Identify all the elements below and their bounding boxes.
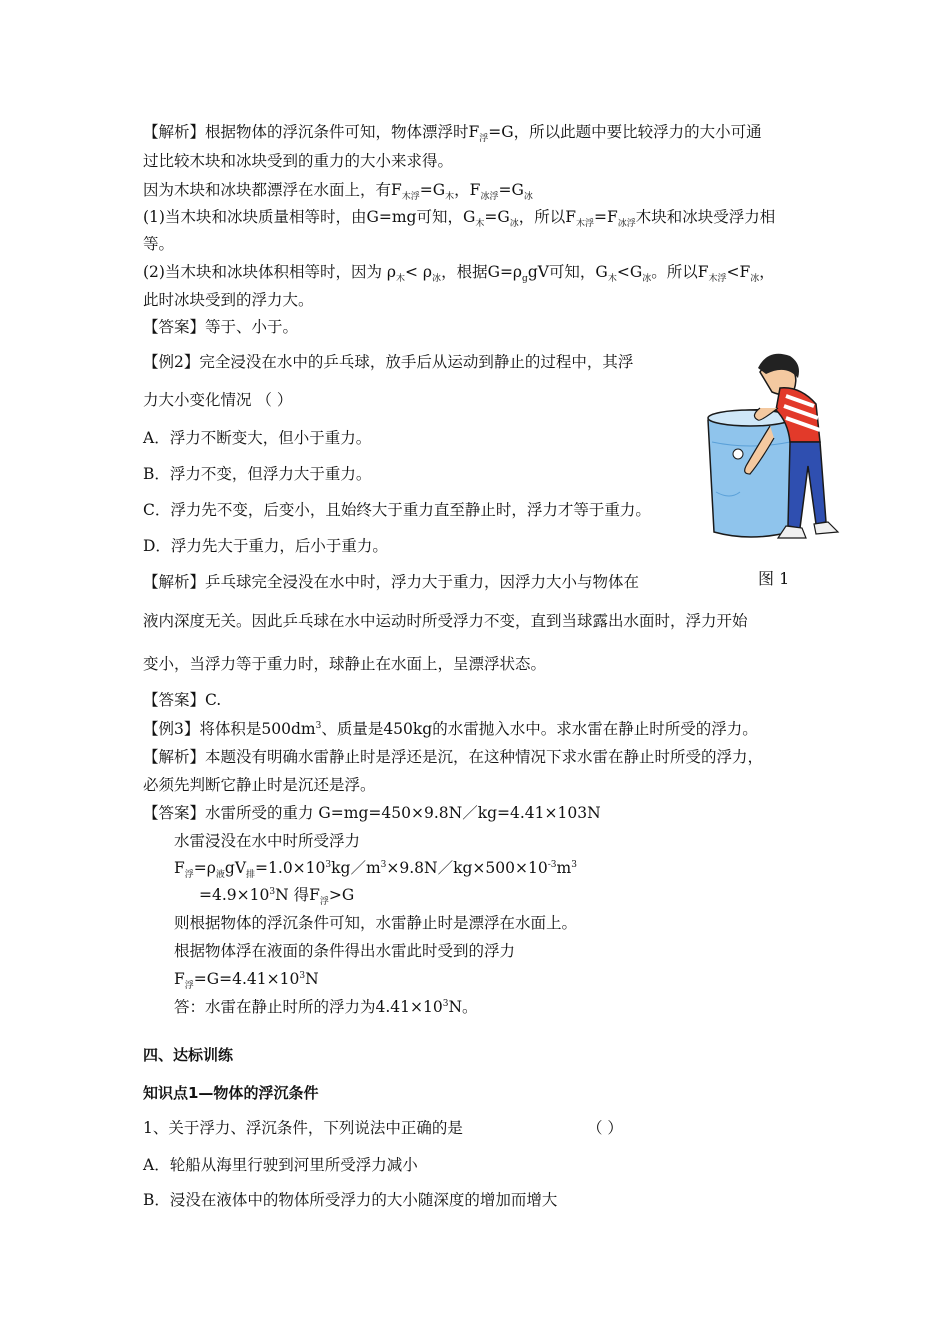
ex1-line5: 等。 — [143, 235, 175, 253]
ex3-answer-line5: 则根据物体的浮沉条件可知，水雷静止时是漂浮在水面上。 — [174, 914, 578, 932]
ex2-answer: 【答案】C. — [143, 691, 222, 709]
exercise-1-question: 1、关于浮力、浮沉条件，下列说法中正确的是 （ ） — [143, 1119, 623, 1137]
ex2-option-c: C．浮力先不变，后变小，且始终大于重力直至静止时，浮力才等于重力。 — [143, 501, 651, 519]
ex1-analysis-line1: 【解析】根据物体的浮沉条件可知，物体漂浮时$F_浮=G$，所以此题中要比较浮力的大小可通 — [143, 123, 762, 145]
ex3-answer-line2: 水雷浸没在水中时所受浮力 — [174, 832, 361, 850]
answer-blank: （ ） — [587, 1119, 623, 1137]
figure-caption: 图 1 — [758, 569, 790, 588]
ex1-line6: (2)当木块和冰块体积相等时，因为 $\rho_木< \rho_冰$，根据$G=\rho_ggV$可知，$G_木<G_冰$。所以$F_{木浮}<F_冰$， — [143, 263, 775, 285]
ex2-analysis-line3: 变小，当浮力等于重力时，球静止在水面上，呈漂浮状态。 — [143, 655, 547, 673]
ex1-line4: (1)当木块和冰块质量相等时，由G=mg可知，$G_木=G_冰$，所以$F_{木浮}=F_{冰浮}$木块和冰块受浮力相 — [143, 208, 776, 230]
knowledge-point-heading: 知识点1—物体的浮沉条件 — [143, 1084, 319, 1102]
ex2-option-b: B．浮力不变，但浮力大于重力。 — [143, 465, 372, 483]
ex2-option-a: A．浮力不断变大，但小于重力。 — [143, 429, 372, 447]
ex2-question-line2: 力大小变化情况 （ ） — [143, 391, 293, 409]
ex3-answer-line8: 答：水雷在静止时所的浮力为$4.41\times 10^3N$。 — [174, 998, 478, 1016]
ex3-answer-line7: $F_浮=G=4.41\times 10^3N$ — [174, 970, 319, 992]
ex2-analysis-line1: 【解析】乒乓球完全浸没在水中时，浮力大于重力，因浮力大小与物体在 — [143, 573, 640, 591]
ex2-question-line1: 【例2】完全浸没在水中的乒乓球，放手后从运动到静止的过程中，其浮 — [143, 353, 634, 371]
ex2-analysis-line2: 液内深度无关。因此乒乓球在水中运动时所受浮力不变，直到当球露出水面时，浮力开始 — [143, 612, 748, 630]
ex3-answer-line1: 【答案】水雷所受的重力 G=mg=450×9.8N／kg=4.41×103N — [143, 804, 601, 822]
ex3-answer-line6: 根据物体浮在液面的条件得出水雷此时受到的浮力 — [174, 942, 516, 960]
ex3-question: 【例3】将体积是$500dm^3$、质量是450kg的水雷抛入水中。求水雷在静止时所受的浮力。 — [143, 720, 758, 738]
exercise-1-option-a: A．轮船从海里行驶到河里所受浮力减小 — [143, 1156, 418, 1174]
boy-water-tank-illustration — [690, 342, 840, 557]
ex3-answer-line3: $F_浮=\rho_液gV_排=1.0\times 10^3kg/m^3\times 9.8N/kg\times 500\times 10^{-3}m^3$ — [174, 859, 577, 881]
ex3-answer-line4: $=4.9\times 10^3N$ 得$F_浮>G$ — [199, 886, 355, 908]
ex2-option-d: D．浮力先大于重力，后小于重力。 — [143, 537, 388, 555]
ex1-line7: 此时冰块受到的浮力大。 — [143, 291, 314, 309]
exercise-1-option-b: B．浸没在液体中的物体所受浮力的大小随深度的增加而增大 — [143, 1191, 558, 1209]
section-heading: 四、达标训练 — [143, 1046, 234, 1064]
ping-pong-ball — [733, 449, 743, 459]
ex1-analysis-line2: 过比较木块和冰块受到的重力的大小来求得。 — [143, 152, 454, 170]
ex1-answer: 【答案】等于、小于。 — [143, 318, 299, 336]
ex1-line3: 因为木块和冰块都漂浮在水面上，有$F_{木浮}=G_木$，$F_{冰浮}=G_冰$ — [143, 181, 533, 203]
ex3-analysis-line1: 【解析】本题没有明确水雷静止时是浮还是沉，在这种情况下求水雷在静止时所受的浮力， — [143, 748, 764, 766]
ex3-analysis-line2: 必须先判断它静止时是沉还是浮。 — [143, 776, 376, 794]
